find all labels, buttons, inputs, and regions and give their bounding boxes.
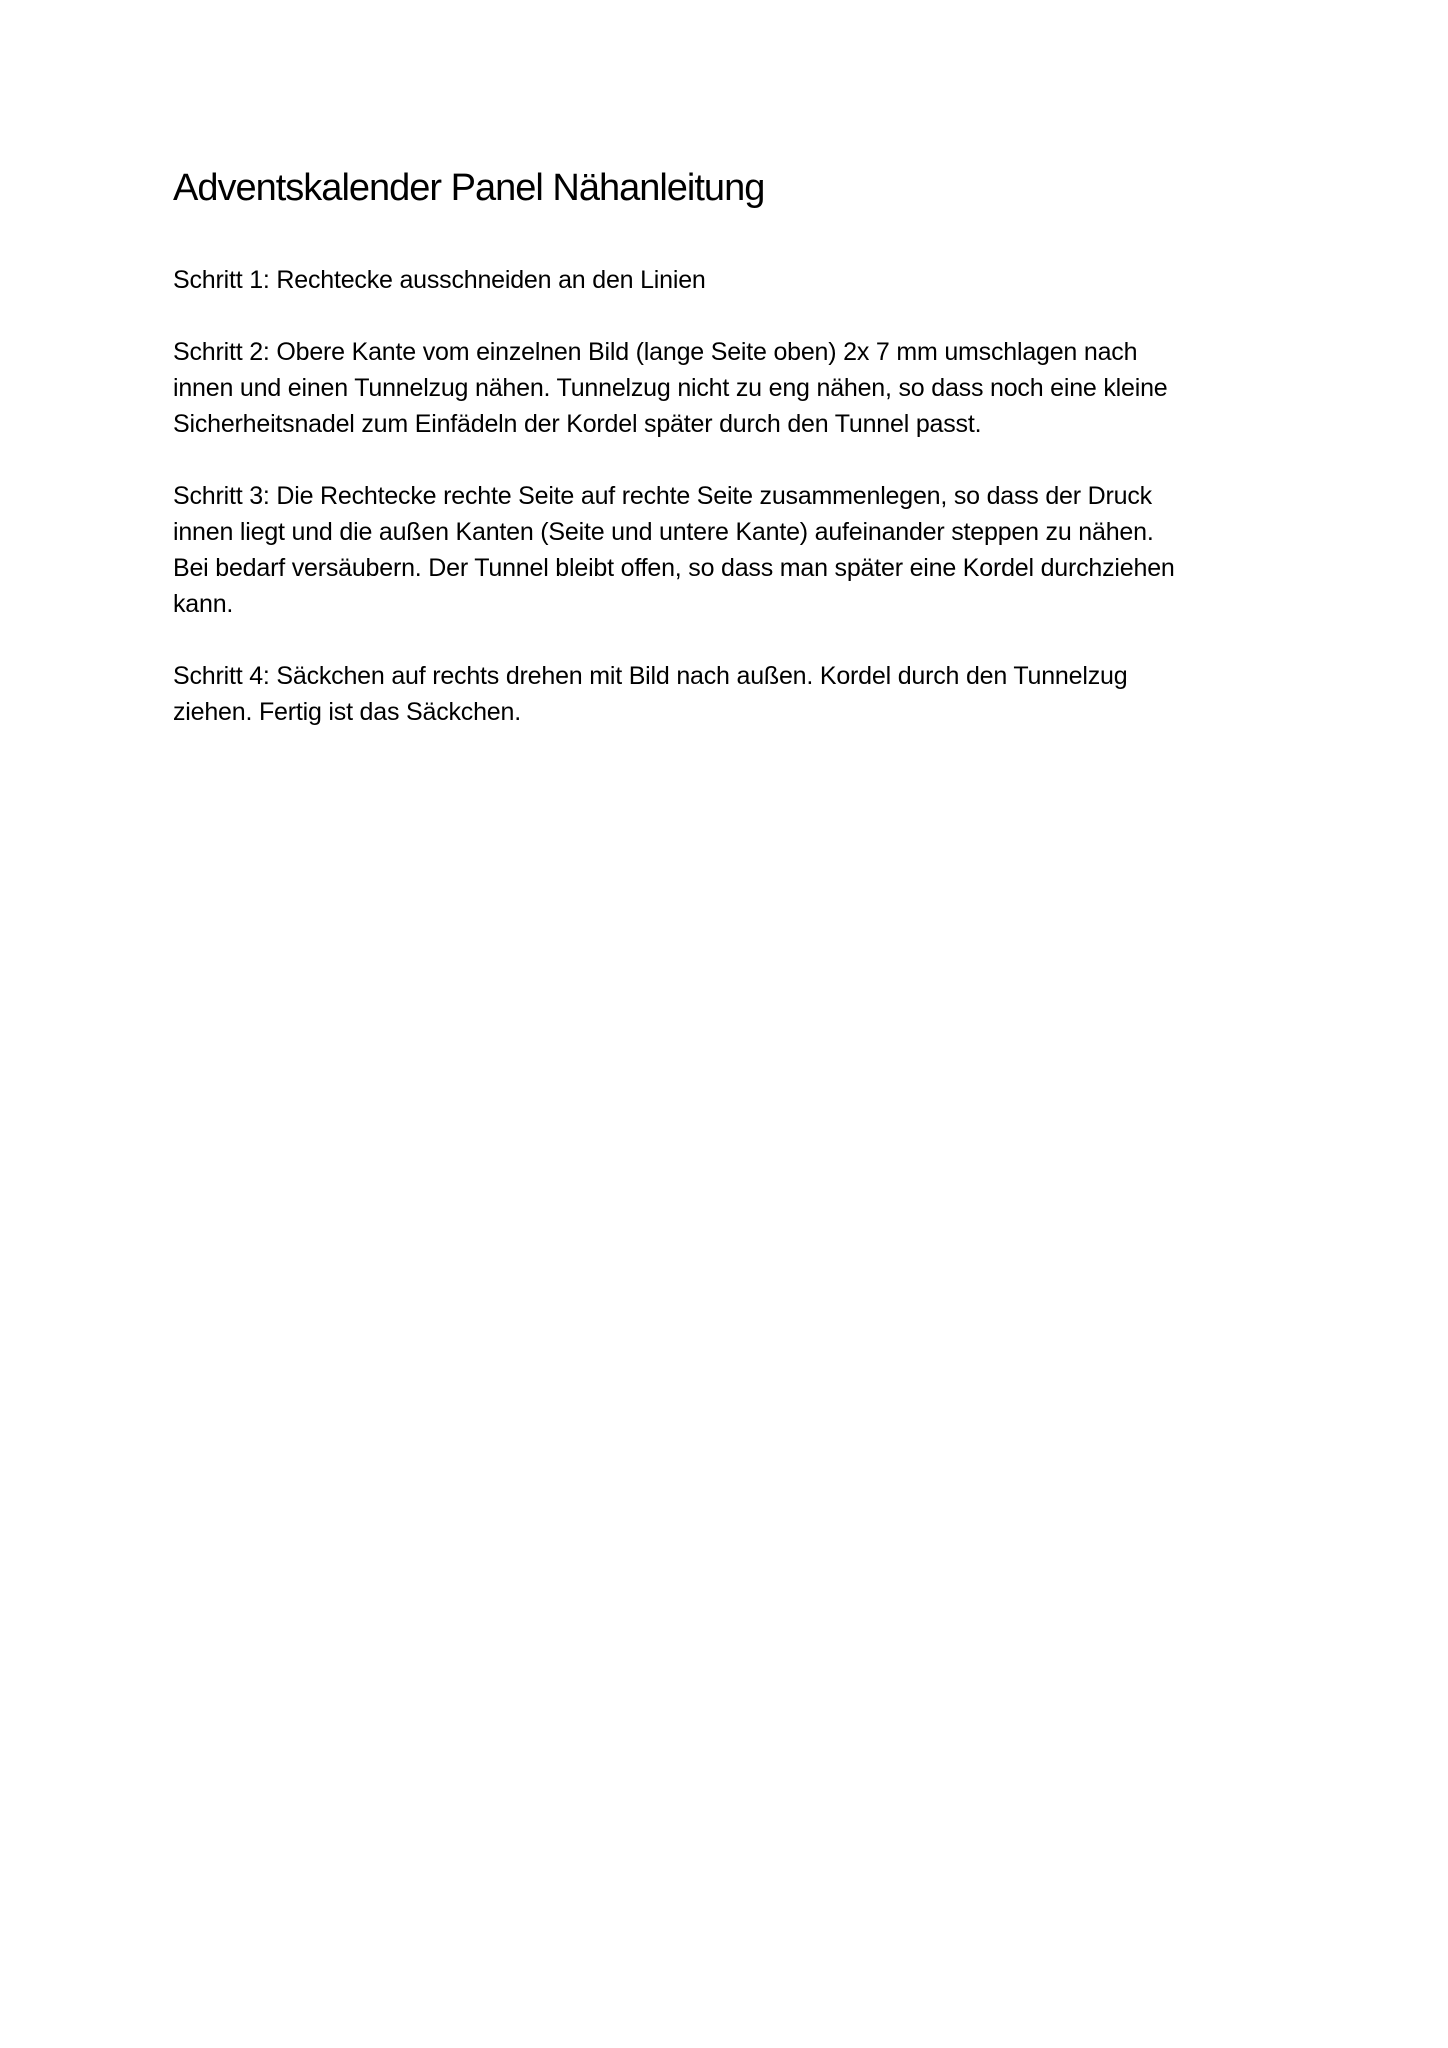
paragraph-step-3-line-2: innen liegt und die außen Kanten (Seite und untere Kante) aufeinander steppen zu nähen. xyxy=(173,517,1154,546)
paragraph-step-2 xyxy=(173,334,1308,442)
paragraph-step-1 xyxy=(173,262,1308,298)
paragraph-step-2-line-3: Sicherheitsnadel zum Einfädeln der Kordel später durch den Tunnel passt. xyxy=(173,409,982,438)
paragraph-step-4 xyxy=(173,658,1308,730)
paragraph-step-1-line-1: Schritt 1: Rechtecke ausschneiden an den Linien xyxy=(173,265,706,294)
paragraph-step-3 xyxy=(173,478,1308,622)
page-title: Adventskalender Panel Nähanleitung xyxy=(173,167,765,209)
paragraph-step-2-line-2: innen und einen Tunnelzug nähen. Tunnelzug nicht zu eng nähen, so dass noch eine kleine xyxy=(173,373,1168,402)
paragraph-step-3-line-4: kann. xyxy=(173,589,234,618)
paragraph-step-3-line-3: Bei bedarf versäubern. Der Tunnel bleibt offen, so dass man später eine Kordel durchziehen xyxy=(173,553,1175,582)
paragraph-step-4-line-2: ziehen. Fertig ist das Säckchen. xyxy=(173,697,521,726)
paragraph-step-2-line-1: Schritt 2: Obere Kante vom einzelnen Bild (lange Seite oben) 2x 7 mm umschlagen nach xyxy=(173,337,1138,366)
paragraph-step-3-line-1: Schritt 3: Die Rechtecke rechte Seite auf rechte Seite zusammenlegen, so dass der Druck xyxy=(173,481,1152,510)
paragraph-step-4-line-1: Schritt 4: Säckchen auf rechts drehen mit Bild nach außen. Kordel durch den Tunnelzug xyxy=(173,661,1128,690)
